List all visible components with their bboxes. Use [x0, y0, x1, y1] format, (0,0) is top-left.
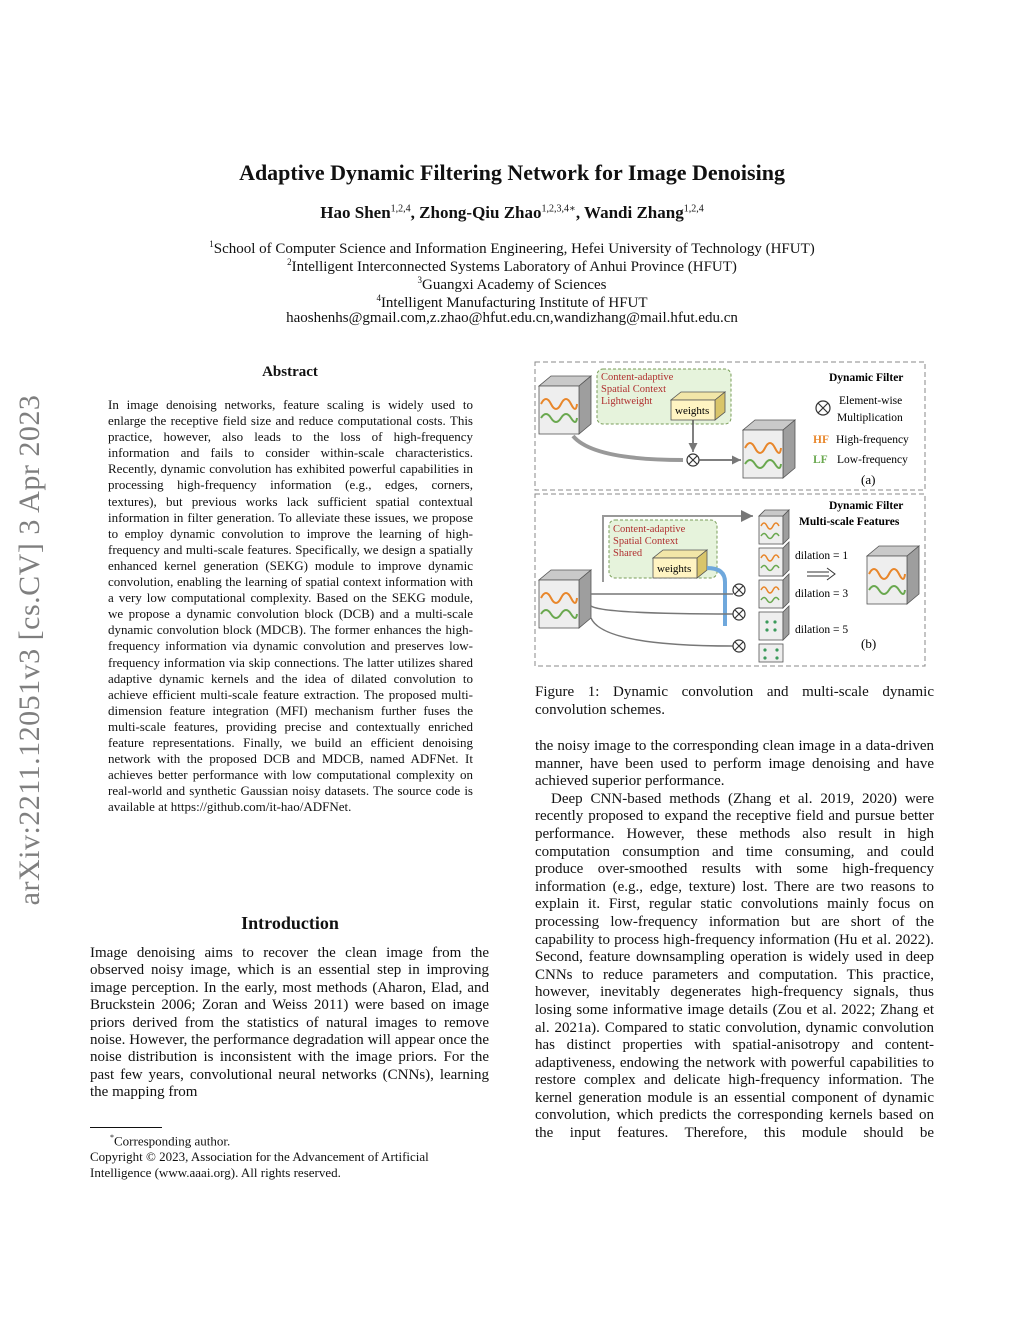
figure-1	[533, 360, 927, 668]
footnote-rule	[90, 1127, 162, 1128]
weights-label: weights	[657, 563, 692, 575]
footnote-mark: *	[110, 1133, 114, 1142]
right-column-text	[535, 738, 934, 1143]
panel-b-title: Dynamic Filter	[829, 500, 904, 512]
weights-label: weights	[675, 405, 710, 417]
fusion-arrow	[807, 568, 835, 580]
introduction-heading: Introduction	[241, 913, 339, 933]
dilation-label: dilation = 5	[795, 624, 849, 636]
output-feature-cube-a	[743, 420, 795, 478]
branch-line	[591, 618, 733, 646]
affiliation-text: Intelligent Interconnected Systems Laboratory of Anhui Province (HFUT)	[291, 259, 737, 275]
context-label: Spatial Context	[613, 536, 679, 547]
introduction-text: Image denoising aims to recover the clean image from the observed noisy image, which is an essential step in improving image perception. In the early, most methods (Aharon, Elad, and Bruckstein 2006; Zoran and Weiss 2011) were based on image priors derived from the statistics of natural images to remove noise. However, the performance degradation will appear once the noise distribution is inconsistent with the image priors. For the past few years, convolutional neural networks (CNNs), learning the mapping from	[90, 945, 489, 1101]
affiliation-mark: 1	[209, 239, 214, 249]
affiliation-mark: 2	[287, 257, 292, 267]
legend-lf-text: Low-frequency	[837, 454, 908, 466]
panel-a-title: Dynamic Filter	[829, 372, 904, 384]
author-affil-marks: 1,2,4	[683, 203, 704, 215]
legend-lf-abbr: LF	[813, 454, 828, 466]
dilation-label: dilation = 1	[795, 550, 849, 562]
context-label: Shared	[613, 548, 643, 559]
author-list	[0, 203, 1024, 223]
multiply-icon	[687, 454, 699, 466]
context-label: Lightweight	[601, 396, 653, 407]
figure-caption: Figure 1: Dynamic convolution and multi-scale dynamic convolution schemes.	[535, 684, 934, 718]
author-separator: ,	[575, 203, 585, 222]
legend-text: Element-wise	[839, 395, 903, 407]
affiliation-mark: 4	[376, 293, 381, 303]
author-separator: ,	[410, 203, 420, 222]
paper-title: Adaptive Dynamic Filtering Network for Image Denoising	[239, 160, 785, 185]
corresponding-note	[90, 1130, 489, 1149]
panel-b-tag: (b)	[861, 636, 877, 651]
input-feature-cube-b	[539, 570, 591, 628]
author-affil-marks: 1,2,4	[390, 203, 411, 215]
body-paragraph: the noisy image to the corresponding clean image in a data-driven manner, have been used to perform image denoising and have achieved superior performance.	[535, 738, 934, 790]
output-feature-cube-b	[867, 546, 919, 604]
author-name: Zhong-Qiu Zhao	[419, 203, 542, 222]
copyright-notice: Copyright © 2023, Association for the Advancement of Artificial Intelligence (www.aaai.org). All rights reserved.	[90, 1149, 429, 1181]
affiliation-text: School of Computer Science and Information Engineering, Hefei University of Technology (HFUT)	[213, 241, 815, 257]
weights-block-b	[653, 550, 707, 578]
author-name: Wandi Zhang	[584, 203, 684, 222]
weights-block-a	[671, 392, 725, 420]
input-feature-cube	[539, 376, 591, 434]
dilation-label: dilation = 3	[795, 588, 849, 600]
panel-a-tag: (a)	[861, 472, 876, 487]
footnote-text: Corresponding author.	[114, 1133, 231, 1149]
multiply-icon	[733, 640, 745, 652]
legend-text: Multiplication	[837, 412, 903, 424]
multiscale-feature-stack	[759, 510, 789, 662]
figure-panel-b	[535, 494, 925, 666]
author-name: Hao Shen	[320, 203, 391, 222]
context-label: Content-adaptive	[613, 524, 686, 535]
author-emails: haoshenhs@gmail.com,z.zhao@hfut.edu.cn,wandizhang@mail.hfut.edu.cn	[286, 310, 738, 326]
panel-b-subtitle: Multi-scale Features	[799, 516, 900, 528]
branch-line	[591, 606, 733, 614]
legend-hf-abbr: HF	[813, 434, 829, 446]
body-paragraph: Deep CNN-based methods (Zhang et al. 2019, 2020) were recently proposed to expand the receptive field and pursue better performance. However, these methods also result in high computation consumption and time consuming, and could produce over-smoothed results with some high-frequency information (e.g., edge, texture) lost. There are two reasons to explain it. First, regular static convolutions mainly focus on processing low-frequency information but are short of the capability to process high-frequency information (Hu et al. 2022). Second, feature downsampling operation is widely used in deep CNNs to reduce parameters and computation. This practice, however, inevitably degenerates high-frequency signals, thus losing some informative image details (Zou et al. 2022; Zhang et al. 2021a). Compared to static convolution, dynamic convolution has distinct properties with spatial-anisotropy and content-adaptiveness, endowing the network with powerful capabilities to restore complex and delicate high-frequency information. The kernel generation module is an essential component of dynamic convolution, which predicts the corresponding kernels based on the input features. Therefore, this module should be	[535, 790, 934, 1142]
affiliation-text: Guangxi Academy of Sciences	[421, 277, 607, 293]
legend-multiply-icon	[816, 401, 830, 415]
figure-panel-a	[535, 362, 925, 490]
abstract-heading: Abstract	[262, 364, 318, 380]
multiply-icon	[733, 608, 745, 620]
abstract-text: In image denoising networks, feature scaling is widely used to enlarge the receptive field size and reduce computational costs. This practice, however, also leads to the loss of high-frequency information and fails to consider within-scale characteristics. Recently, dynamic convolution has exhibited powerful capabilities in processing high-frequency information (e.g., edges, corners, textures), but previous works lack sufficient spatial contextual information in filter generation. To alleviate these issues, we propose to employ dynamic convolution to improve the learning of high-frequency and multi-scale features. Specifically, we design a spatially enhanced kernel generation (SEKG) module to improve dynamic convolution, enabling the learning of spatial context information with a very low computational complexity. Based on the SEKG module, we propose a dynamic convolution block (DCB) and a multi-scale dynamic convolution block (MDCB). The former enhances the high-frequency information via dynamic convolution and preserves low-frequency information via skip connections. The latter utilizes shared adaptive dynamic kernels and the idea of dilated convolution to achieve efficient multi-scale feature extraction. The proposed multi-dimension feature integration (MFI) mechanism further fuses the multi-scale features, providing precise and contextually enriched feature representations. Finally, we build an efficient denoising network with the proposed DCB and MDCB, named ADFNet. It achieves better performance with low computational complexity on real-world and synthetic Gaussian noisy datasets. The source code is available at https://github.com/it-hao/ADFNet.	[108, 397, 473, 815]
author-affil-marks: 1,2,3,4∗	[541, 203, 576, 215]
context-label: Spatial Context	[601, 384, 667, 395]
multiply-icon	[733, 584, 745, 596]
affiliation-mark: 3	[417, 275, 422, 285]
affiliation-text: Intelligent Manufacturing Institute of HFUT	[380, 295, 648, 311]
legend-hf-text: High-frequency	[836, 434, 909, 446]
skip-path-a	[573, 436, 683, 460]
footnote	[90, 1130, 489, 1181]
context-label: Content-adaptive	[601, 372, 674, 383]
